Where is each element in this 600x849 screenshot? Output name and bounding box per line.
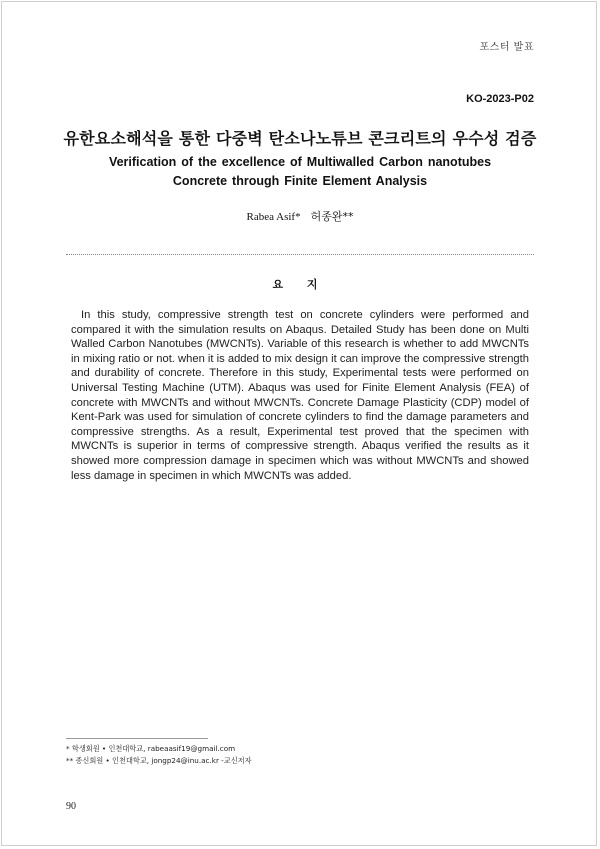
author-name-1: Rabea Asif* — [246, 211, 301, 223]
author-name-2: 허종완** — [310, 210, 354, 223]
korean-title: 유한요소해석을 통한 다중벽 탄소나노튜브 콘크리트의 우수성 검증 — [63, 129, 537, 148]
paper-id: KO-2023-P02 — [466, 93, 534, 105]
running-header: 포스터 발표 — [479, 42, 534, 53]
author-list — [0, 208, 600, 224]
footnote-rule — [66, 738, 208, 739]
english-title-line2: Concrete through Finite Element Analysis — [172, 174, 428, 188]
section-divider — [66, 254, 534, 255]
abstract-heading: 요 지 — [272, 278, 328, 291]
english-title — [0, 153, 600, 191]
footnotes — [66, 743, 252, 767]
page-number: 90 — [66, 801, 76, 812]
footnote-2: ** 종신회원 • 인천대학교, jongp24@inu.ac.kr -교신저자 — [66, 756, 252, 765]
abstract-text: In this study, compressive strength test on concrete cylinders were performed and compared it with the simulation results on Abaqus. Detailed Study has been done on Multi Walled Carbon Nanotubes (MWCNTs). Variable of this research is whether to add MWCNTs in mixing ratio or not. when it is added to mix design it can improve the compressive strength and durability of concrete. Therefore in this study, Experimental tests were performed on Universal Testing Machine (UTM). Abaqus was used for Finite Element Analysis (FEA) of concrete with MWCNTs and without MWCNTs. Concrete Damage Plasticity (CDP) model of Kent-Park was used for simulation of concrete cylinders to find the damage parameters and compressive strengths. As a result, Experimental test proved that the specimen with MWCNTs is superior in terms of compressive strength. Abaqus verified the results as it showed more compression damage in specimen which was without MWCNTs and showed less damage in specimen in which MWCNTs was added. — [71, 309, 529, 482]
english-title-line1: Verification of the excellence of Multiwalled Carbon nanotubes — [108, 155, 492, 169]
footnote-1: * 학생회원 • 인천대학교, rabeaasif19@gmail.com — [66, 744, 236, 753]
